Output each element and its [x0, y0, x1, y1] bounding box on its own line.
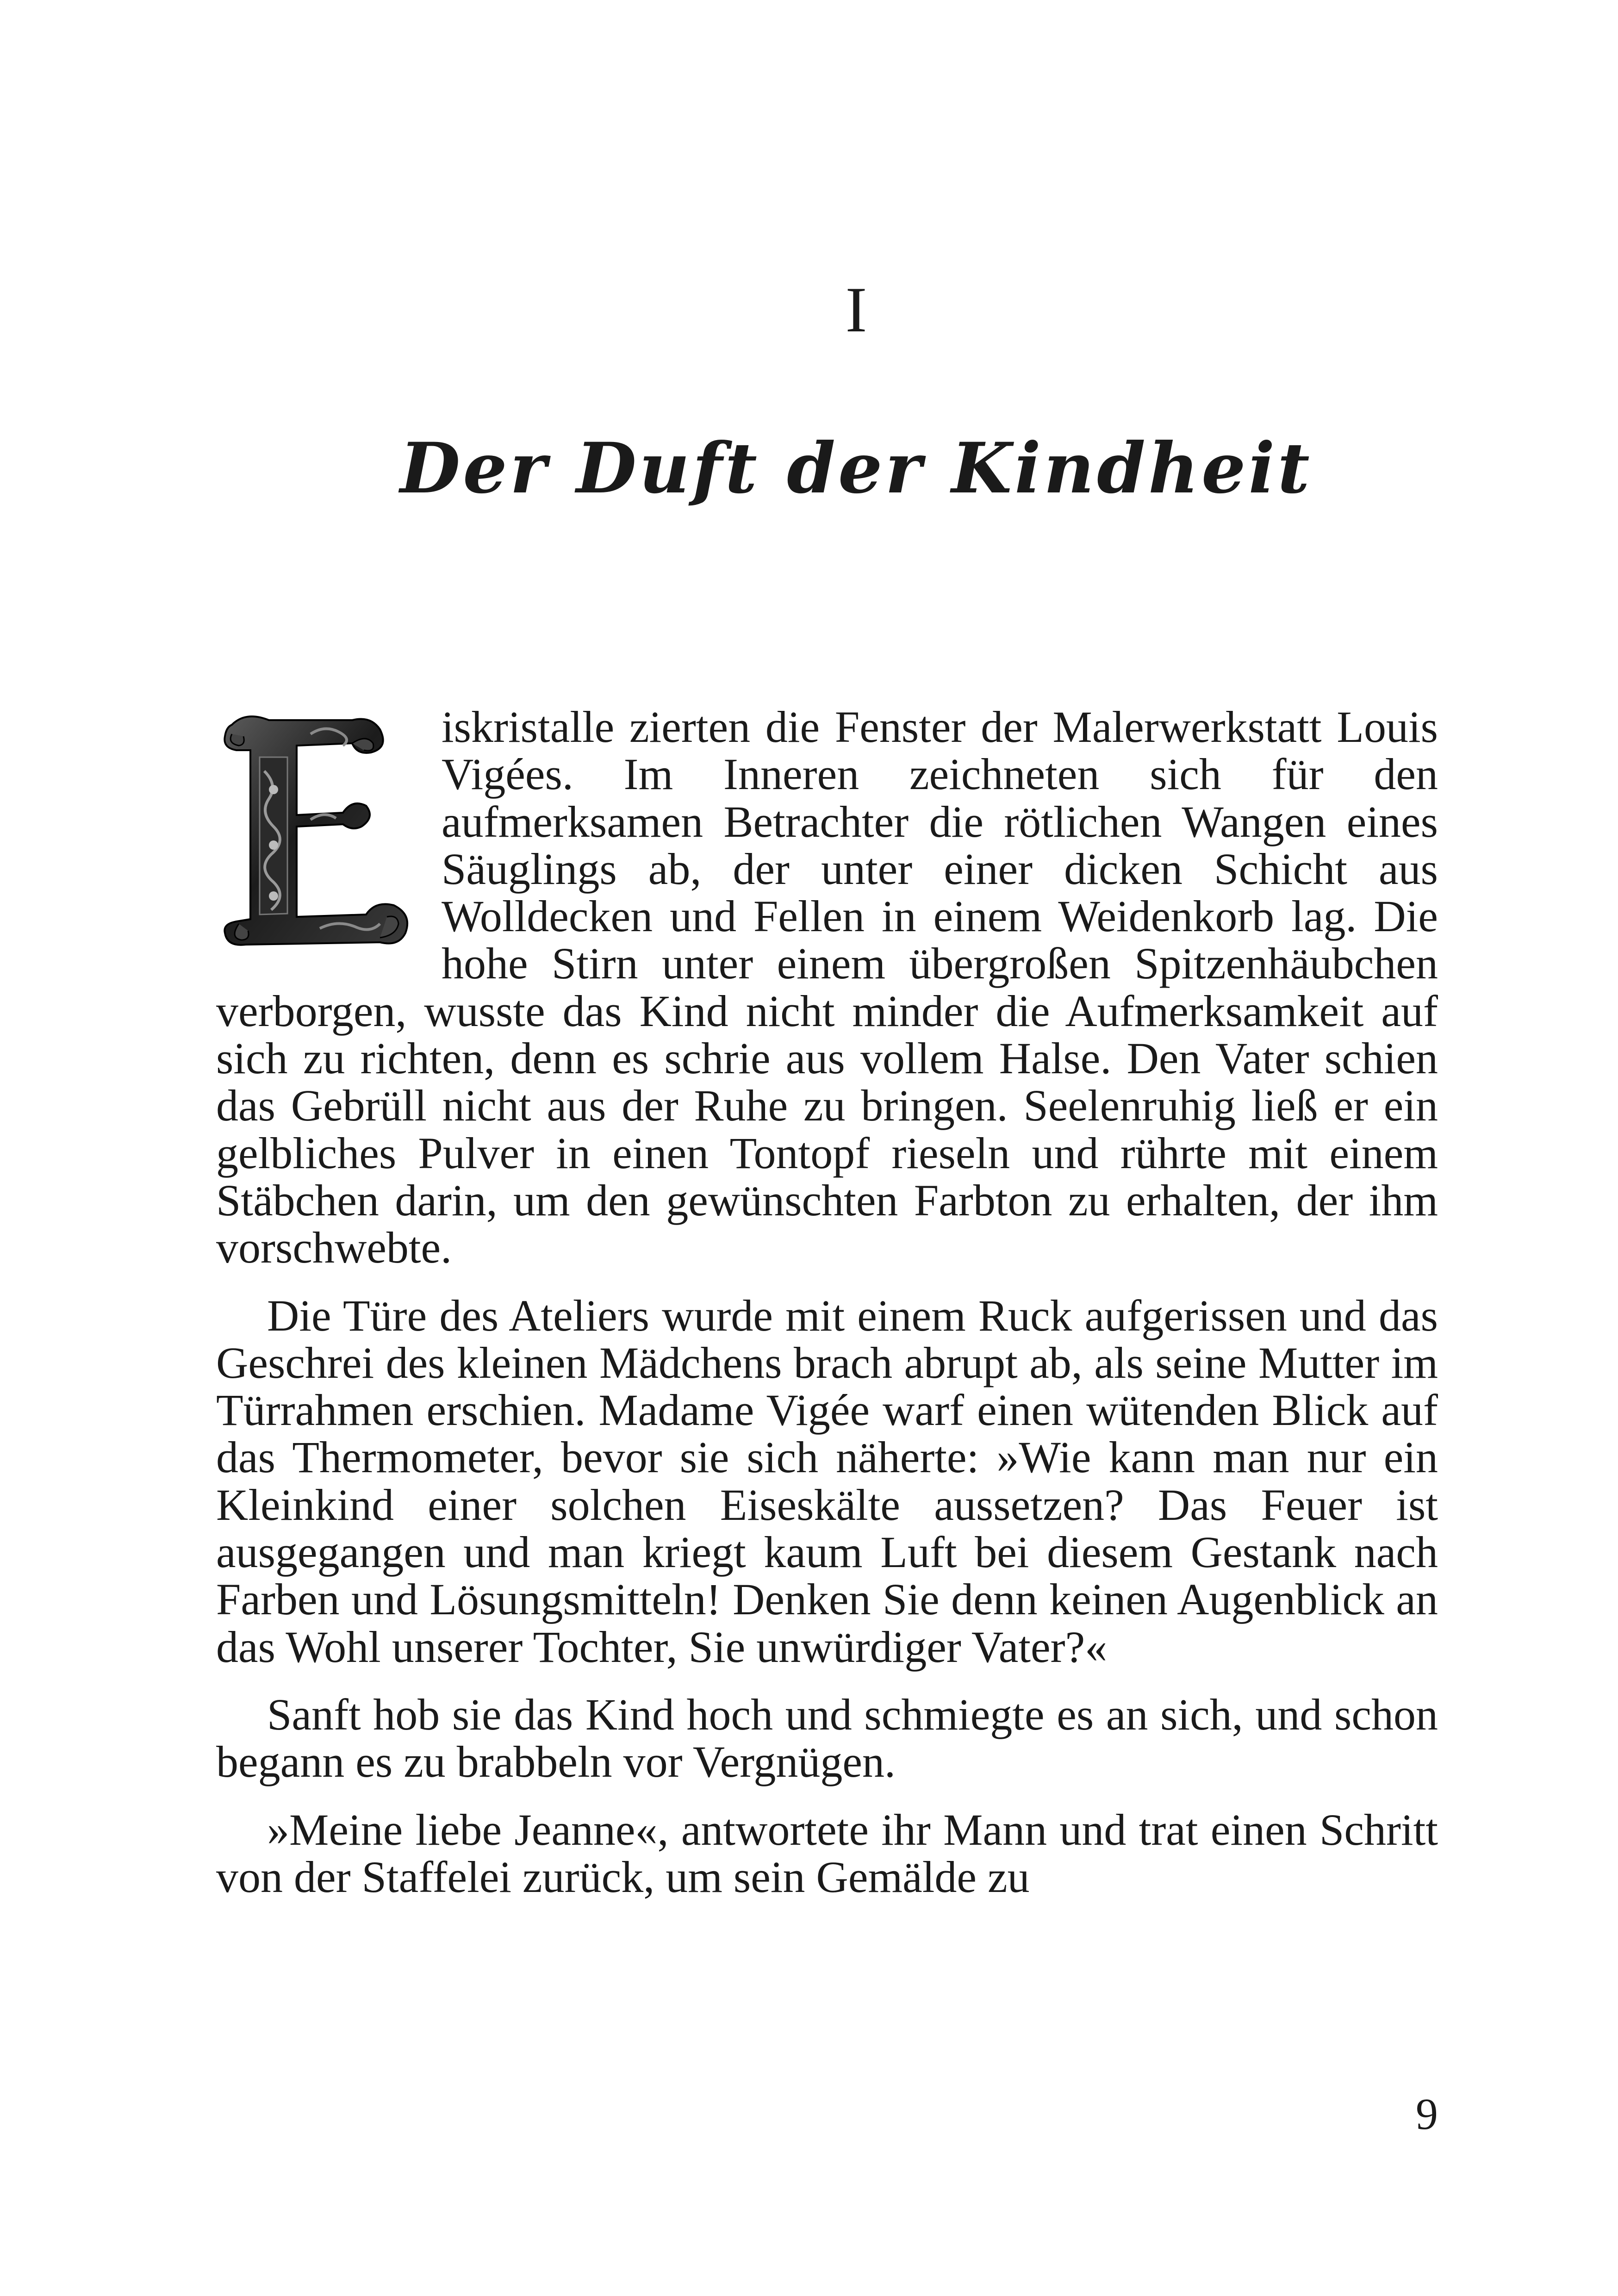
paragraph-4: »Meine liebe Jeanne«, antwortete ihr Mann und trat einen Schritt von der Staffelei zurück, um sein Gemälde zu [216, 1804, 1438, 1902]
chapter-title: Der Duft der Kindheit [400, 428, 1313, 509]
body-text [216, 703, 1438, 1901]
ornate-dropcap-e-icon [213, 706, 433, 968]
paragraph-1-text: iskristalle zierten die Fenster der Malerwerkstatt Louis Vigées. Im Inneren zeichneten sich für den aufmerksamen Betrachter die rötlichen Wangen eines Säuglings ab, der unter einer dicken Schicht aus Wolldecken und Fellen in einem Weidenkorb lag. Die hohe Stirn unter einem übergroßen Spitzenhäubchen verborgen, wusste das Kind nicht minder die Aufmerksamkeit auf sich zu richten, denn es schrie aus vollem Halse. Den Vater schien das Gebrüll nicht aus der Ruhe zu bringen. Seelenruhig ließ er ein gelbliches Pulver in einen Tontopf rieseln und rührte mit einem Stäbchen darin, um den gewünschten Farbton zu erhalten, der ihm vorschwebte. [216, 702, 1438, 1273]
paragraph-1 [216, 703, 1438, 1272]
page-number: 9 [1416, 2089, 1438, 2139]
chapter-number: I [845, 274, 867, 346]
paragraph-3: Sanft hob sie das Kind hoch und schmiegte es an sich, und schon begann es zu brabbeln vor Vergnügen. [216, 1689, 1438, 1787]
paragraph-2: Die Türe des Ateliers wurde mit einem Ruck aufgerissen und das Geschrei des kleinen Mädchens brach abrupt ab, als seine Mutter im Türrahmen erschien. Madame Vigée warf einen wütenden Blick auf das Thermometer, bevor sie sich näherte: »Wie kann man nur ein Kleinkind einer solchen Eiseskälte aussetzen? Das Feuer ist ausgegangen und man kriegt kaum Luft bei diesem Gestank nach Farben und Lösungsmitteln! Denken Sie denn keinen Augenblick an das Wohl unserer Tochter, Sie unwürdiger Vater?« [216, 1290, 1438, 1672]
